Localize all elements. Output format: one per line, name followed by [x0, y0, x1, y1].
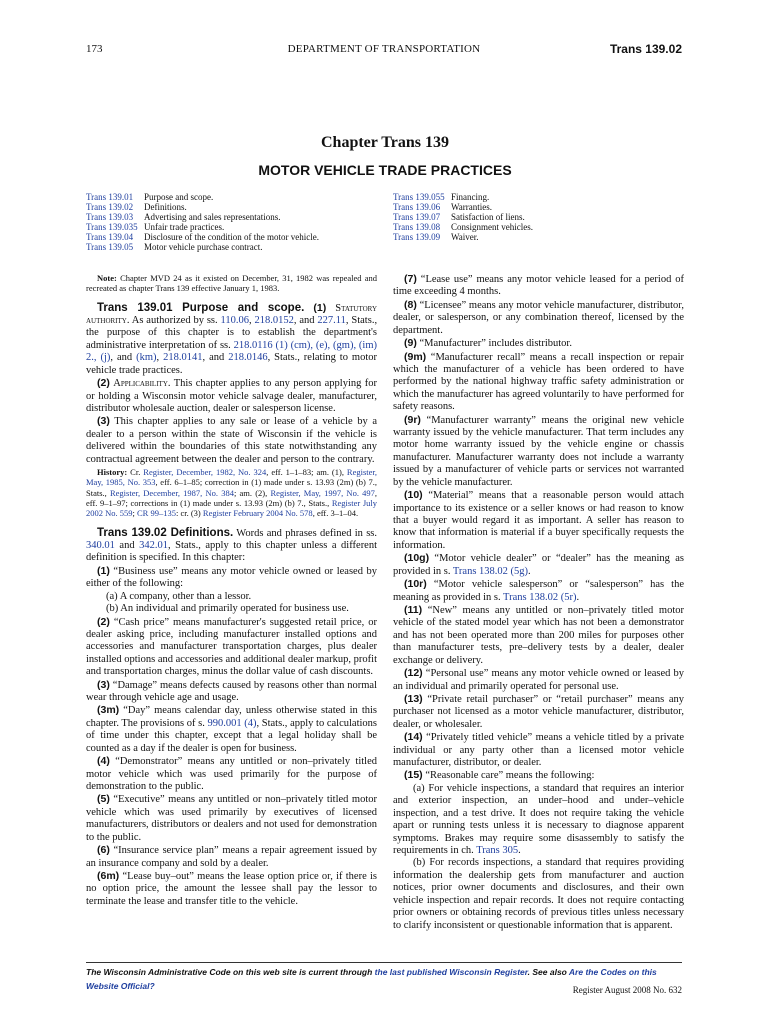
toc-title: Unfair trade practices. [144, 222, 225, 233]
definition-10g [393, 552, 684, 578]
statute-link[interactable]: 218.0146 [228, 352, 268, 364]
body-text: . [518, 844, 521, 856]
section-139-01-sub-2 [86, 377, 377, 415]
definition-12 [393, 667, 684, 693]
footer-text: . See also [527, 967, 567, 977]
history-note [86, 467, 377, 518]
rule-link[interactable]: Trans 138.02 (5r) [503, 591, 577, 603]
toc-title: Consignment vehicles. [451, 222, 533, 233]
toc-row [86, 202, 319, 212]
register-link[interactable]: CR 99–135 [137, 508, 176, 519]
toc-row [86, 232, 319, 242]
definition-1b: (b) An individual and primarily operated for business use. [106, 603, 349, 615]
register-link[interactable]: Register, May, 1997, No. 497 [270, 487, 375, 498]
history-text: ; am. (2), [233, 487, 268, 498]
history-text: , eff. 3–1–04. [312, 508, 359, 519]
body-text: “New” means any untitled or non–privately titled motor vehicle of the stated model year which has not been a demonstrator and has not been operated more than 200 miles for purposes other than manufacturer tests, pre–delivery tests by a dealer, dealer exchange or delivery. [393, 604, 685, 666]
rule-link[interactable]: Trans 138.02 (5g) [452, 565, 529, 577]
body-text: Words and phrases defined in ss. [236, 527, 377, 539]
definition-10 [393, 489, 684, 552]
footer-text: The Wisconsin Administrative Code on this web site is current through [86, 967, 373, 977]
toc-title: Disclosure of the condition of the motor vehicle. [144, 232, 319, 243]
subsection-number: (9r) [404, 413, 421, 426]
toc-row [86, 212, 319, 222]
definition-1a: (a) A company, other than a lessor. [106, 590, 252, 602]
toc-row [86, 192, 319, 202]
toc-title: Definitions. [144, 202, 187, 213]
register-link[interactable]: Register, December, 1987, No. 384 [109, 487, 234, 498]
definition-6m [86, 870, 377, 908]
body-text: “Privately titled vehicle” means a vehicle titled by a private individual or any party other than a licensed motor vehicle manufacturer, distributor, or dealer. [393, 732, 684, 769]
subsection-number: (4) [97, 755, 110, 768]
body-text: , and [293, 315, 315, 327]
toc-right [393, 192, 533, 242]
toc-link[interactable]: Trans 139.05 [86, 242, 134, 253]
editorial-note [86, 273, 377, 294]
definition-14 [393, 731, 684, 769]
body-text: “Lease use” means any motor vehicle leased for a period of time exceeding 4 months. [393, 274, 685, 298]
subsection-number: (10) [404, 489, 423, 502]
register-link[interactable]: Register, December, 1982, No. 324 [143, 467, 267, 478]
right-column [393, 273, 684, 932]
body-text: . [576, 591, 580, 603]
statute-link[interactable]: 342.01 [139, 539, 169, 551]
toc-row [393, 222, 533, 232]
toc-link[interactable]: Trans 139.055 [393, 192, 445, 202]
definition-9m [393, 351, 684, 414]
history-text: : cr. (3) [175, 508, 201, 519]
body-text: This chapter applies to any person applying for or holding a Wisconsin motor vehicle salvage dealer, manufacturer, distributor wholesale auction, dealer or salesperson license. [86, 378, 378, 414]
body-text: , Stats., apply to this chapter unless a different definition is specified. In this chapter: [86, 539, 378, 564]
definition-9r [393, 414, 684, 490]
statute-link[interactable]: (km) [136, 352, 157, 364]
subsection-number: (14) [404, 731, 423, 744]
subsection-number: (8) [404, 298, 417, 311]
subsection-number: (6) [97, 844, 110, 857]
statute-link[interactable]: 218.0141 [163, 352, 203, 364]
body-text: “Manufacturer recall” means a recall inspection or repair which the manufacturer of a vehicle has been ordered to have performed by the national highway traffic safety administration or which the manufacturer has agreed voluntarily to have performed for safety reasons. [393, 351, 684, 413]
body-text: , [249, 315, 252, 327]
history-label: History: [97, 467, 128, 478]
body-text: , Stats., apply to calculations of time under this chapter, except that a legal holiday shall be counted as a day if the dealer is open for business. [86, 717, 377, 754]
toc-link[interactable]: Trans 139.04 [86, 232, 134, 243]
definition-15a [393, 783, 684, 858]
subsection-number: (15) [404, 769, 423, 782]
subsection-number: (1) [313, 301, 327, 314]
left-column [86, 273, 377, 908]
subsection-number: (10g) [404, 552, 430, 565]
toc-link[interactable]: Trans 139.02 [86, 202, 134, 213]
toc-link[interactable]: Trans 139.07 [393, 212, 441, 223]
body-text: “Insurance service plan” means a repair agreement issued by an insurance company and sold by a dealer. [86, 845, 377, 869]
toc-title: Advertising and sales representations. [144, 212, 281, 223]
rule-link[interactable]: Trans 305 [476, 844, 519, 856]
definition-15b: (b) For records inspections, a standard that requires providing information the dealership gets from manufacturer and auction notices, prior owner documents and disclosures, and their own vehicle inspection and repair records. It does not require contacting prior owners or obtaining records of previous titles unless necessary to clarify inconsistent or questionable information that is apparent. [393, 857, 684, 931]
subsection-number: (13) [404, 692, 423, 705]
subsection-number: (11) [404, 603, 423, 616]
history-text: , eff. 1–1–83; am. (1), [266, 467, 344, 478]
toc-title: Motor vehicle purchase contract. [144, 242, 263, 253]
chapter-subtitle: MOTOR VEHICLE TRADE PRACTICES [258, 162, 512, 178]
definition-13 [393, 693, 684, 731]
body-text: As authorized by ss. [131, 315, 218, 327]
body-text: “Motor vehicle dealer” or “dealer” has the meaning as provided in s. [393, 553, 684, 577]
subsection-number: (7) [404, 273, 417, 285]
subsection-caption: Statutory authority. [86, 302, 378, 327]
definition-2 [86, 616, 377, 679]
toc-title: Satisfaction of liens. [451, 212, 525, 223]
body-text: “Private retail purchaser” or “retail purchaser” means any purchaser not licensed as a motor vehicle manufacturer, distributor, dealer, or wholesaler. [393, 693, 685, 730]
section-139-01-sub-1 [86, 302, 377, 378]
body-text: “Manufacturer” includes distributor. [419, 338, 572, 350]
definition-6 [86, 844, 377, 870]
chapter-title: Chapter Trans 139 [320, 134, 449, 151]
toc-row [393, 192, 533, 202]
body-text: . [528, 565, 531, 577]
body-text: “Cash price” means manufacturer's suggested retail price, or dealer asking price, including manufacturer installed options and accessories and manufacturer transportation charges, plus dealer installed options and accessories and additional dealer markup, profit and transportation charges, minus the dollar value of cash discounts. [86, 616, 377, 678]
toc-link[interactable]: Trans 139.06 [393, 202, 441, 213]
section-139-02-intro [86, 527, 377, 565]
page-number: 173 [86, 43, 103, 55]
toc-link[interactable]: Trans 139.01 [86, 192, 134, 202]
subsection-number: (10r) [404, 578, 427, 591]
register-link[interactable]: Register February 2004 No. 578 [202, 508, 313, 519]
body-text: (a) For vehicle inspections, a standard that requires an interior and exterior inspection, an under–hood and under–vehicle inspection, and a test drive. It does not require taking the vehicle apart or running tests unless it is necessary to diagnose apparent symptoms. Brakes may require some disassembly to satisfy the requirements in ch. [393, 782, 684, 856]
body-text: , and [202, 352, 225, 364]
statute-link[interactable]: 218.0152 [254, 315, 294, 327]
history-text: , eff. 6–1–85; correction in (1) made under s. 13.93 (2m) (b) 7., Stats., [86, 477, 377, 498]
subsection-number: (12) [404, 667, 423, 680]
body-text: “Licensee” means any motor vehicle manufacturer, distributor, dealer, or salesperson, or any combination thereof, licensed by the department. [393, 299, 684, 336]
toc-row [86, 222, 319, 232]
definition-11 [393, 604, 684, 667]
body-text: and [119, 539, 135, 551]
definition-3m [86, 704, 377, 755]
subsection-caption: Applicability. [113, 378, 171, 390]
body-text: , Stats., relating to motor vehicle trade practices. [86, 352, 378, 376]
subsection-number: (3m) [97, 704, 120, 717]
toc-title: Waiver. [451, 232, 479, 243]
toc-row [393, 232, 533, 242]
subsection-number: (9m) [404, 350, 427, 363]
definition-5 [86, 793, 377, 844]
subsection-number: (5) [97, 793, 110, 806]
statute-link[interactable]: 110.06 [220, 315, 249, 327]
note-label: Note: [97, 273, 117, 283]
definition-1 [86, 565, 377, 591]
note-text: Chapter MVD 24 as it existed on December, 31, 1982 was repealed and recreated as chapter Trans 139 effective January 1, 1983. [86, 273, 378, 294]
toc-link[interactable]: Trans 139.03 [86, 212, 134, 223]
subsection-number: (1) [97, 564, 110, 577]
subsection-number: (3) [97, 678, 110, 691]
body-text: This chapter applies to any sale or lease of a vehicle by a dealer to a person within the state of Wisconsin if the vehicle is delivered within the boundaries of this state notwithstanding any contractual agreement between the dealer and person to the contrary. [86, 416, 378, 465]
subsection-number: (2) [97, 615, 110, 628]
toc-row [393, 212, 533, 222]
definition-10r [393, 578, 684, 604]
section-heading-139-01: Trans 139.01 Purpose and scope. [97, 301, 305, 314]
body-text: , Stats., the purpose of this chapter is to establish the department's administrative interpretation of ss. [86, 315, 378, 351]
body-text: “Damage” means defects caused by reasons other than normal wear through vehicle age and usage. [86, 679, 378, 704]
subsection-number: (9) [404, 337, 417, 350]
definition-9 [393, 337, 684, 350]
statute-link[interactable]: 218.0116 (1) (cm), (e), (gm), (im) 2., (j) [86, 339, 378, 364]
definition-4 [86, 755, 377, 793]
body-text: “Executive” means any untitled or non–privately titled motor vehicle which was used primarily by executives of licensed manufacturers, distributors or dealers and not used for demonstration to the public. [86, 794, 378, 843]
body-text: “Manufacturer warranty” means the original new vehicle warranty issued by the vehicle manufacturer. That term includes any motor home warranty issued by the vehicle engine or chassis manufacturer. Manufacturer warranty does not include a warranty issued by a manufacturer of vehicle parts or services not warranted by the vehicle manufacturer. [393, 414, 685, 488]
subsection-number: (6m) [97, 869, 120, 882]
codes-official-link[interactable]: Are the Codes on this Website Official? [86, 967, 657, 991]
subsection-number: (3) [97, 415, 110, 428]
body-text: “Motor vehicle salesperson” or “salesperson” has the meaning as provided in s. [393, 579, 684, 603]
history-text: , eff. 9–1–97; corrections in (1) made under s. 13.93 (2m) (b) 7., Stats., [86, 487, 378, 508]
body-text: “Demonstrator” means any untitled or non–privately titled motor vehicle which was used primarily for the purpose of demonstration to the public. [86, 756, 378, 792]
register-currency-link[interactable]: the last published Wisconsin Register [374, 967, 528, 977]
toc-link[interactable]: Trans 139.035 [86, 222, 138, 233]
department-name: DEPARTMENT OF TRANSPORTATION [287, 43, 481, 55]
subsection-number: (2) [97, 377, 110, 390]
toc-row [393, 202, 533, 212]
toc-row [86, 242, 319, 252]
section-heading-139-02: Trans 139.02 Definitions. [97, 526, 234, 539]
section-139-01-sub-3 [86, 415, 377, 466]
definition-15 [393, 769, 684, 782]
toc-link[interactable]: Trans 139.09 [393, 232, 441, 243]
body-text: “Lease buy–out” means the lease option price or, if there is no option price, the amount the lessee shall pay the lessor to terminate the lease and transfer title to the vehicle. [86, 870, 378, 907]
register-issue: Register August 2008 No. 632 [572, 985, 682, 995]
body-text: “Business use” means any motor vehicle owned or leased by either of the following: [86, 565, 378, 590]
body-text: , and [110, 352, 133, 364]
body-text: “Personal use” means any motor vehicle owned or leased by an individual and primarily operated for personal use. [393, 668, 685, 692]
toc-link[interactable]: Trans 139.08 [393, 222, 441, 233]
body-text: “Reasonable care” means the following: [425, 770, 595, 782]
definition-3 [86, 679, 377, 705]
statute-link[interactable]: 227.11 [317, 315, 346, 327]
body-text: “Material” means that a reasonable person would attach importance to its existence or a seller knows or had reason to know that a buyer would regard it as important. A seller has reason to know that information is material if a buyer specifically requests the information. [393, 490, 684, 551]
toc-title: Financing. [451, 192, 490, 202]
running-header [86, 43, 682, 57]
body-text: “Day” means calendar day, unless otherwise stated in this chapter. The provisions of s. [86, 705, 378, 729]
toc-left [86, 192, 319, 253]
statute-link[interactable]: 340.01 [86, 539, 115, 551]
footer-divider [86, 962, 682, 963]
statute-link[interactable]: 990.001 (4) [207, 717, 257, 729]
toc-title: Purpose and scope. [144, 192, 214, 202]
register-link[interactable]: Register July 2002 No. 559 [86, 497, 377, 519]
definition-7 [393, 273, 684, 299]
body-text: , [156, 352, 160, 364]
register-link[interactable]: Register, May, 1985, No. 353 [86, 467, 378, 488]
history-text: ; [132, 508, 135, 519]
toc-title: Warranties. [451, 202, 493, 213]
history-text: Cr. [130, 467, 141, 478]
section-reference: Trans 139.02 [609, 42, 682, 56]
definition-8 [393, 299, 684, 337]
